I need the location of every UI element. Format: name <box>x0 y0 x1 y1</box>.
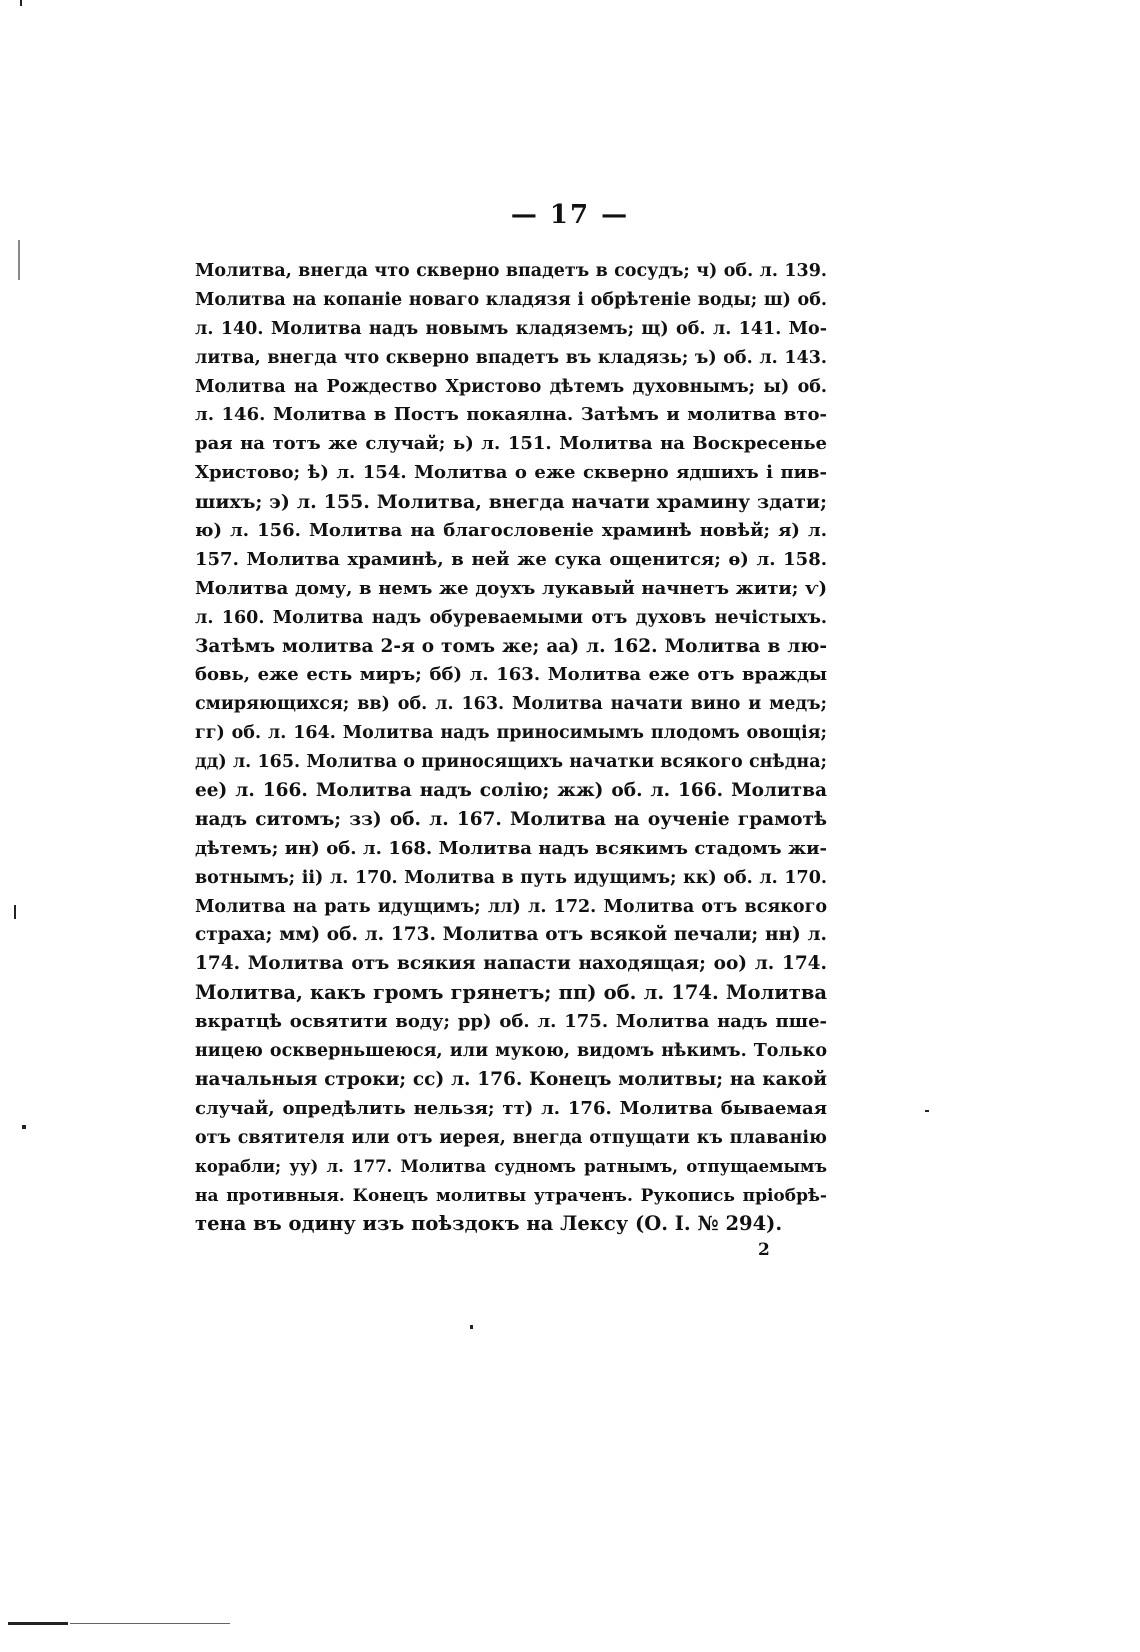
scan-speck <box>925 1110 929 1112</box>
text-line: корабли; уу) л. 177. Молитва судномъ ратнымъ, отпущаемымъ <box>195 1156 827 1176</box>
text-line: смиряющихся; вв) об. л. 163. Молитва начати вино и медъ; <box>195 694 827 715</box>
text-line: начальныя строки; сс) л. 176. Конецъ молитвы; на какой <box>195 1068 827 1090</box>
text-line: л. 146. Молитва в Постъ покаялна. Затѣмъ и молитва вто- <box>195 404 827 426</box>
text-line: шихъ; э) л. 155. Молитва, внегда начати храмину здати; <box>195 491 827 514</box>
text-line: вкратцѣ освятити воду; рр) об. л. 175. Молитва надъ пше- <box>195 1011 827 1033</box>
body-text <box>195 257 827 1239</box>
text-line: литва, внегда что скверно впадетъ въ кладязь; ъ) об. л. 143. <box>195 347 827 368</box>
text-line: вотнымъ; ii) л. 170. Молитва в путь идущимъ; кк) об. л. 170. <box>195 867 827 888</box>
text-line: Молитва дому, в немъ же доухъ лукавый начнетъ жити; ѵ) <box>195 577 827 599</box>
text-line: л. 160. Молитва надъ обуреваемыми отъ духовъ нечістыхъ. <box>195 607 827 628</box>
text-line: Христово; ѣ) л. 154. Молитва о еже скверно ядшихъ і пив- <box>195 462 827 484</box>
text-line: Молитва на копаніе новаго кладязя і обрѣтеніе воды; ш) об. <box>195 289 827 310</box>
scan-speck <box>20 0 22 6</box>
text-line: надъ ситомъ; зз) об. л. 167. Молитва на оученіе грамотѣ <box>195 808 827 830</box>
text-line: Молитва на Рождество Христово дѣтемъ духовнымъ; ы) об. <box>195 376 827 397</box>
text-line: ее) л. 166. Молитва надъ солію; жж) об. л. 166. Молитва <box>195 780 827 802</box>
signature-mark: 2 <box>758 1240 770 1260</box>
text-line: Молитва на рать идущимъ; лл) л. 172. Молитва отъ всякого <box>195 896 827 917</box>
text-line: дѣтемъ; ин) об. л. 168. Молитва надъ всякимъ стадомъ жи- <box>195 837 827 859</box>
text-line: рая на тотъ же случай; ь) л. 151. Молитва на Воскресенье <box>195 433 827 455</box>
text-line: случай, опредѣлить нельзя; тт) л. 176. Молитва бываемая <box>195 1097 827 1119</box>
text-line: ницею оскверньшеюся, или мукою, видомъ нѣкимъ. Только <box>195 1041 827 1062</box>
text-line: на противныя. Конецъ молитвы утраченъ. Рукопись пріобрѣ- <box>195 1185 827 1206</box>
text-line: 157. Молитва храминѣ, в ней же сука ощенится; ѳ) л. 158. <box>195 548 827 570</box>
text-line: Затѣмъ молитва 2-я о томъ же; аа) л. 162. Молитва в лю- <box>195 635 827 657</box>
scan-speck <box>22 1125 26 1129</box>
text-line: дд) л. 165. Молитва о приносящихъ начатки всякого снѣдна; <box>195 752 827 773</box>
text-line: гг) об. л. 164. Молитва надъ приносимымъ плодомъ овощія; <box>195 723 827 744</box>
text-line: страха; мм) об. л. 173. Молитва отъ всякой печали; нн) л. <box>195 924 827 946</box>
text-line: 174. Молитва отъ всякия напасти находящая; оо) л. 174. <box>195 953 827 975</box>
text-line: л. 140. Молитва надъ новымъ кладяземъ; щ) об. л. 141. Мо- <box>195 318 827 339</box>
scan-speck <box>470 1325 473 1329</box>
text-line: отъ святителя или отъ иерея, внегда отпущати къ плаванію <box>195 1127 827 1148</box>
text-line: ю) л. 156. Молитва на благословеніе храминѣ новѣй; я) л. <box>195 520 827 542</box>
scan-edge-line <box>70 1623 230 1624</box>
text-line: Молитва, внегда что скверно впадетъ в сосудъ; ч) об. л. 139. <box>195 261 827 281</box>
text-line: тена въ одину изъ поѣздокъ на Лексу (О. I. № 294). <box>195 1212 783 1236</box>
text-line: бовь, еже есть миръ; бб) л. 163. Молитва еже отъ вражды <box>195 664 827 686</box>
scan-speck <box>14 905 16 919</box>
scan-edge-line <box>8 1622 68 1625</box>
scan-speck <box>18 240 20 280</box>
page-number: — 17 — <box>510 200 630 230</box>
text-line: Молитва, какъ громъ грянетъ; пп) об. л. 174. Молитва <box>195 981 827 1005</box>
